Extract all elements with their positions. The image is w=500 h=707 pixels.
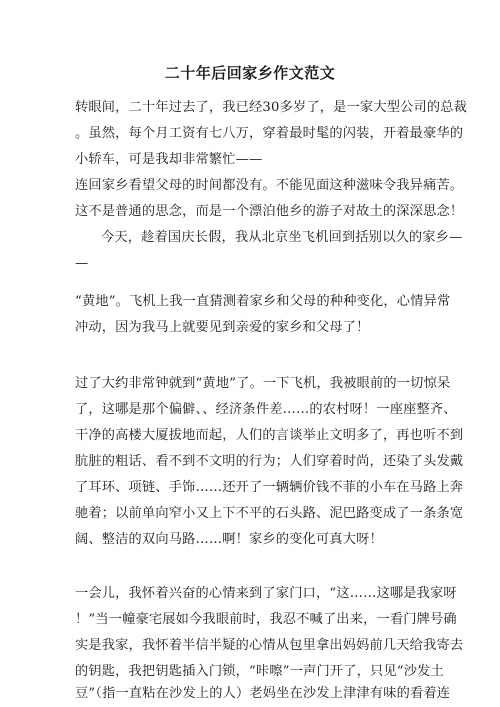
paragraph-line: 阔、整洁的双向马路……啊！家乡的变化可真大呀！ bbox=[75, 532, 383, 547]
paragraph-line: 小轿车，可是我却非常繁忙—— bbox=[75, 152, 263, 167]
paragraph-line: 豆”（指一直粘在沙发上的人）老妈坐在沙发上津津有味的看着连 bbox=[75, 686, 451, 701]
paragraph-line: 连回家乡看望父母的时间都没有。不能见面这种滋味令我异痛苦。 bbox=[75, 178, 464, 193]
paragraph-line: 的钥匙，我把钥匙插入门锁，“咔嚓”一声门开了，只见“沙发土 bbox=[75, 664, 444, 679]
paragraph-line: 一会儿，我怀着兴奋的心情来到了家门口，“这……这哪是我家呀 bbox=[75, 586, 457, 601]
paragraph-line: 了耳环、项链、手饰……还开了一辆辆价钱不菲的小车在马路上奔 bbox=[75, 480, 464, 495]
paragraph-line: 肮脏的粗话、看不到不文明的行为；人们穿着时尚，还染了头发戴 bbox=[75, 454, 464, 469]
paragraph-line: “黄地”。飞机上我一直猜测着家乡和父母的种种变化，心情异常 bbox=[75, 294, 451, 309]
paragraph-line: 过了大约非常钟就到“黄地”了。一下飞机，我被眼前的一切惊呆 bbox=[75, 376, 451, 391]
paragraph-line: — bbox=[75, 256, 89, 271]
paragraph-line: 冲动，因为我马上就要见到亲爱的家乡和父母了！ bbox=[75, 320, 370, 335]
paragraph-line: 干净的高楼大厦拔地而起，人们的言谈举止文明多了，再也听不到 bbox=[75, 428, 464, 443]
paragraph-line: 这不是普通的思念，而是一个漂泊他乡的游子对故土的深深思念！ bbox=[75, 204, 464, 219]
paragraph-line: 驰着；以前单向窄小又上下不平的石头路、泥巴路变成了一条条宽 bbox=[75, 506, 464, 521]
paragraph-line: ！”当一幢豪宅展如今我眼前时，我忍不喊了出来，一看门牌号确 bbox=[75, 612, 457, 627]
paragraph-line: 了，这哪是那个偏僻、、经济条件差……的农村呀！一座座整齐、 bbox=[75, 402, 457, 417]
paragraph-line: 今天，趁着国庆长假，我从北京坐飞机回到括别以久的家乡— bbox=[101, 230, 463, 245]
document-title: 二十年后回家乡作文范文 bbox=[164, 64, 336, 82]
paragraph-line: 转眼间，二十年过去了，我已经30多岁了，是一家大型公司的总裁 bbox=[75, 100, 468, 115]
paragraph-line: 实是我家，我怀着半信半疑的心情从包里拿出妈妈前几天给我寄去 bbox=[75, 638, 464, 653]
paragraph-line: 。虽然，每个月工资有七八万，穿着最时髦的闪装，开着最豪华的 bbox=[75, 126, 464, 141]
